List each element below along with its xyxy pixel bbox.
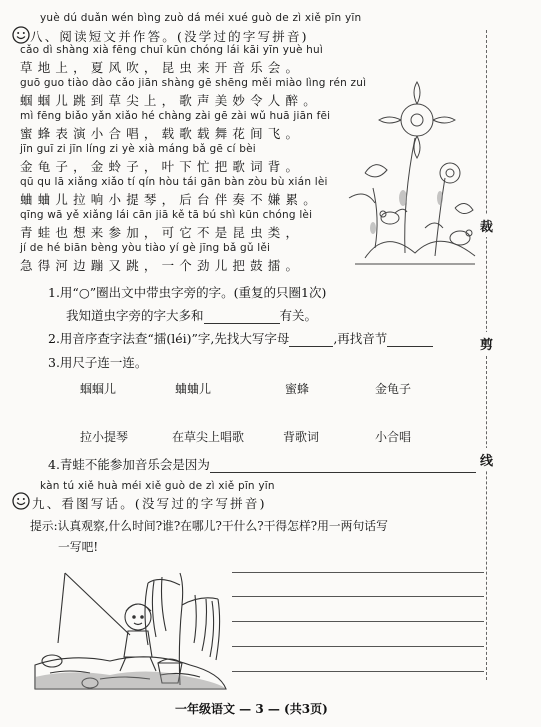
question-1-answer-blank[interactable] [204, 311, 280, 324]
cut-mark-1: 裁 [480, 214, 493, 237]
match-bottom-item-1[interactable]: 拉小提琴 [80, 430, 129, 444]
passage-line-5-pinyin: qū qu lā xiǎng xiǎo tí qín hòu tái gān bàn zòu bù xián lèi [20, 176, 328, 188]
section9-hint-line-1: 提示:认真观察,什么时间?谁?在哪儿?干什么?干得怎样?用一两句话写 [30, 519, 388, 533]
section9-title: 九、看图写话。(没写过的字写拼音) [32, 496, 267, 511]
passage-line-3: 蜜蜂表演小合唱，载歌载舞花间飞。 [20, 126, 304, 141]
section8-title-pinyin: yuè dú duǎn wén bìng zuò dá méi xué guò de zì xiě pīn yīn [40, 12, 362, 24]
question-1-fill-prefix: 我知道虫字旁的字大多和 [66, 308, 204, 323]
section9-title-pinyin: kàn tú xiě huà méi xiě guò de zì xiě pīn yīn [40, 480, 275, 492]
passage-line-1-pinyin: cǎo dì shàng xià fēng chuī kūn chóng lái kāi yīn yuè huì [20, 44, 323, 56]
match-top-item-2[interactable]: 蛐蛐儿 [175, 382, 212, 396]
writing-line-5[interactable] [232, 671, 484, 672]
question-2-suffix: ,再找音节 [333, 331, 388, 346]
passage-line-4: 金龟子，金蛉子，叶下忙把歌词背。 [20, 159, 304, 174]
boy-fishing-picture [30, 565, 230, 697]
passage-line-2: 蝈蝈儿跳到草尖上，歌声美妙令人醉。 [20, 93, 321, 108]
page-footer: 一年级语文 — 3 — (共3页) [175, 702, 328, 716]
passage-line-4-pinyin: jīn guī zi jīn líng zi yè xià máng bǎ gē cí bèi [20, 143, 256, 155]
cut-mark-2: 剪 [480, 332, 493, 355]
question-4-label: 4.青蛙不能参加音乐会是因为 [48, 457, 210, 472]
writing-line-1[interactable] [232, 572, 484, 573]
question-3-label: 3.用尺子连一连。 [48, 355, 148, 370]
question-1-fill [66, 306, 317, 324]
question-2-letter-blank[interactable] [289, 334, 333, 347]
writing-line-4[interactable] [232, 646, 484, 647]
passage-line-2-pinyin: guō guo tiào dào cǎo jiān shàng gē shēng měi miào lìng rén zuì [20, 77, 367, 89]
question-2-syllable-blank[interactable] [387, 334, 433, 347]
passage-line-3-pinyin: mì fēng biǎo yǎn xiǎo hé chàng zài gē zài wǔ huā jiān fēi [20, 110, 331, 122]
section9-hint-line-2: 一写吧! [58, 540, 99, 554]
cut-line [486, 30, 487, 680]
cut-mark-3: 线 [480, 448, 493, 471]
passage-line-5: 蛐蛐儿拉响小提琴，后台伴奏不嫌累。 [20, 192, 321, 207]
passage-line-6: 青蛙也想来参加，可它不是昆虫类， [20, 225, 304, 240]
match-top-item-1[interactable]: 蝈蝈儿 [80, 382, 117, 396]
question-2-prefix: 2.用音序查字法查“擂(léi)”字,先找大写字母 [48, 331, 290, 346]
insects-flower-illustration [345, 78, 480, 268]
passage-line-7: 急得河边蹦又跳，一个劲儿把鼓擂。 [20, 258, 304, 273]
smiley-face-icon [12, 26, 30, 44]
question-1-fill-suffix: 有关。 [279, 308, 318, 323]
smiley-face-icon [12, 492, 30, 510]
match-top-item-4[interactable]: 金龟子 [375, 382, 412, 396]
writing-line-3[interactable] [232, 621, 484, 622]
section8-title: 八、阅读短文并作答。(没学过的字写拼音) [30, 29, 309, 44]
passage-line-6-pinyin: qīng wā yě xiǎng lái cān jiā kě tā bú shì kūn chóng lèi [20, 209, 313, 221]
writing-line-2[interactable] [232, 596, 484, 597]
passage-line-1: 草地上，夏风吹，昆虫来开音乐会。 [20, 60, 304, 75]
match-bottom-item-4[interactable]: 小合唱 [375, 430, 412, 444]
match-bottom-item-2[interactable]: 在草尖上唱歌 [172, 430, 245, 444]
question-1-label: 1.用“○”圈出文中带虫字旁的字。(重复的只圈1次) [48, 285, 327, 300]
match-top-item-3[interactable]: 蜜蜂 [285, 382, 310, 396]
question-2 [48, 329, 433, 347]
match-bottom-item-3[interactable]: 背歌词 [283, 430, 320, 444]
question-4-answer-blank[interactable] [210, 460, 476, 473]
passage-line-7-pinyin: jí de hé biān bèng yòu tiào yí gè jīng bǎ gǔ lěi [20, 242, 271, 254]
question-4 [48, 455, 476, 473]
